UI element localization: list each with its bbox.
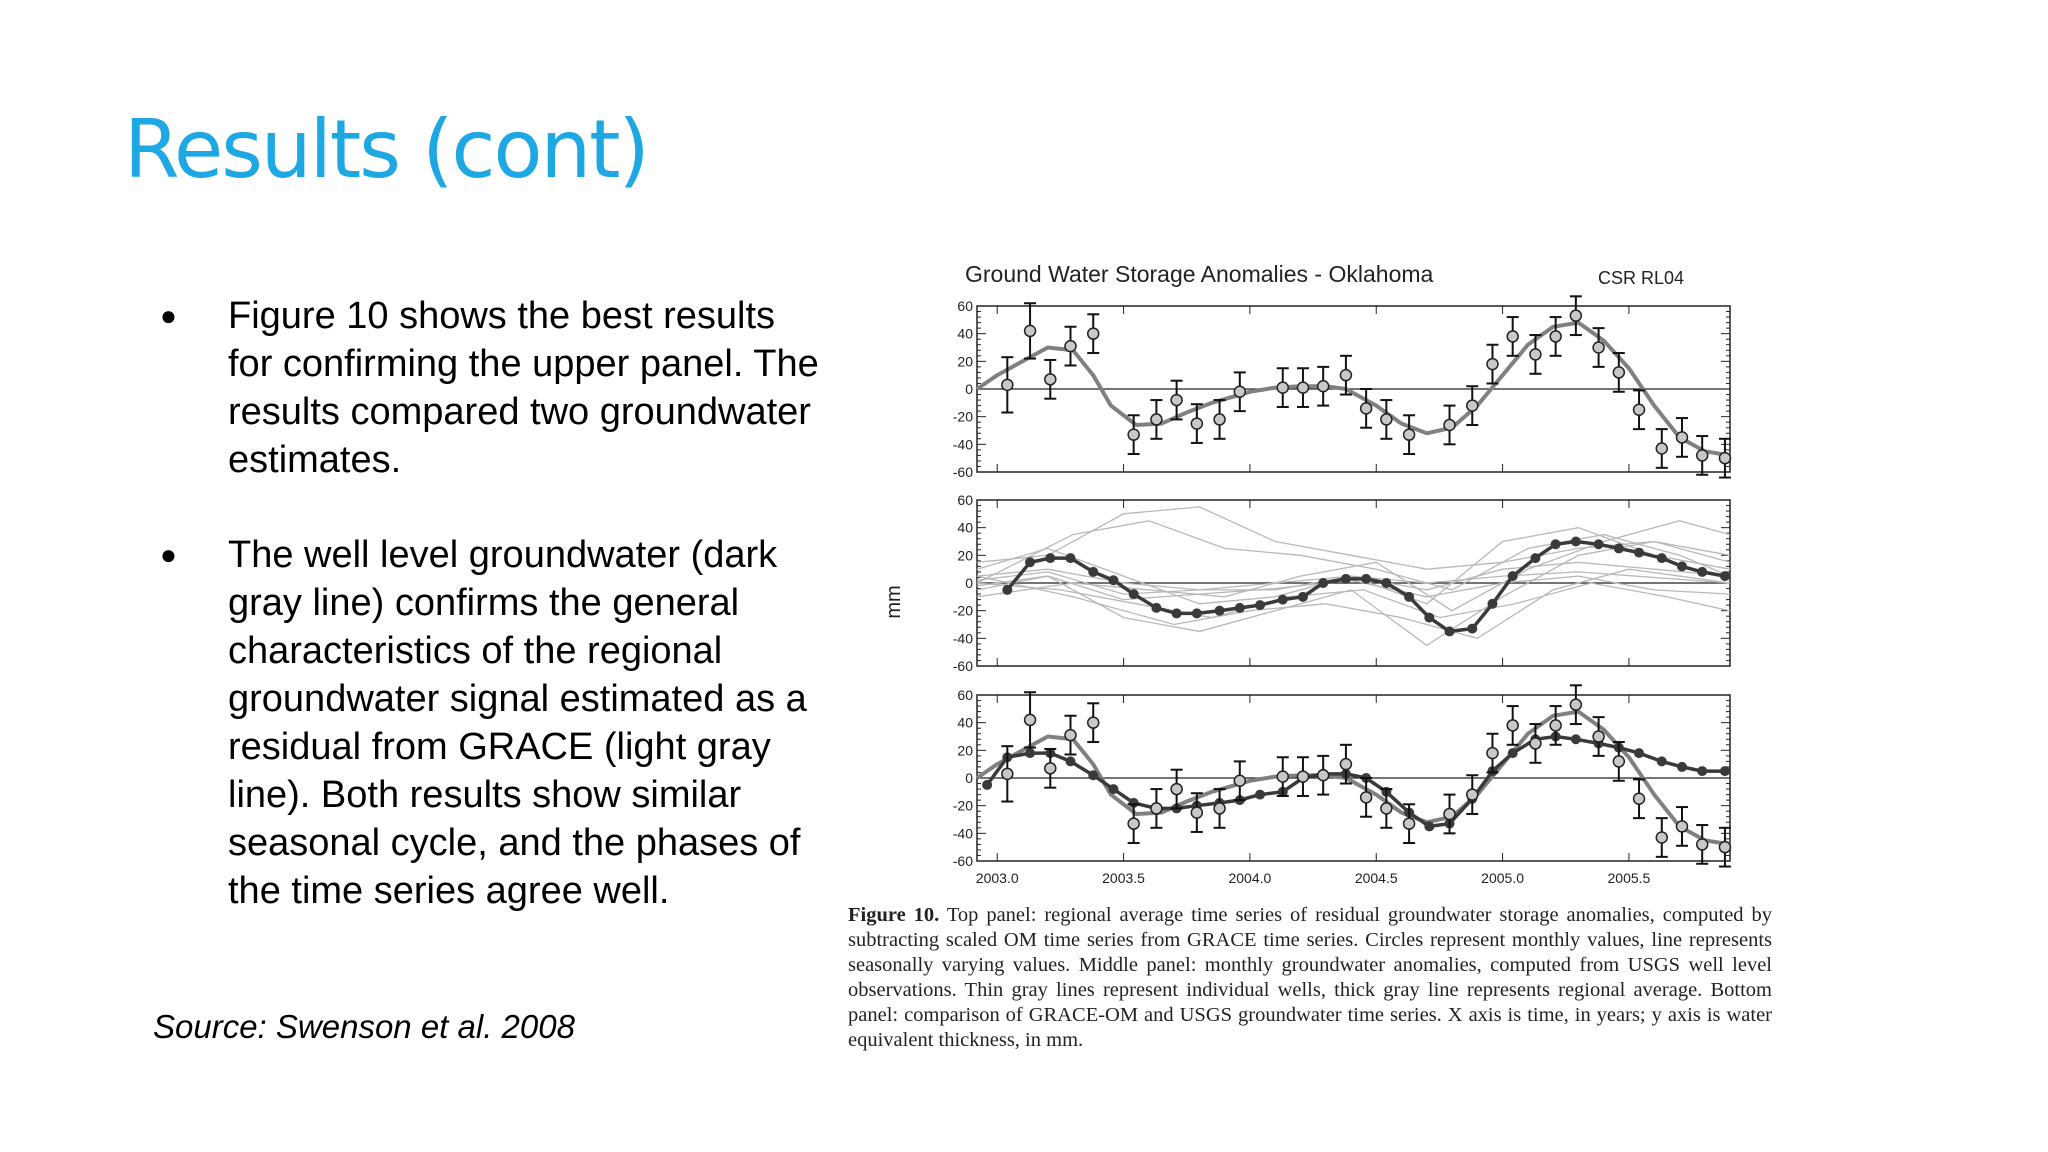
wells-point bbox=[1045, 553, 1055, 563]
well-line bbox=[977, 583, 1730, 618]
wells-point bbox=[1215, 606, 1225, 616]
grace-point bbox=[1318, 381, 1329, 392]
grace-point bbox=[1656, 443, 1667, 454]
grace-point bbox=[1719, 842, 1730, 853]
wells-point bbox=[1657, 756, 1667, 766]
wells-point bbox=[1341, 574, 1351, 584]
y-tick-label: 0 bbox=[965, 575, 973, 591]
figure-caption bbox=[848, 903, 1772, 1053]
y-axis-label: mm bbox=[883, 585, 905, 619]
grace-point bbox=[1214, 803, 1225, 814]
grace-point bbox=[1467, 789, 1478, 800]
y-tick-label: 20 bbox=[957, 742, 973, 759]
y-tick-label: 40 bbox=[957, 519, 973, 536]
grace-point bbox=[1570, 310, 1581, 321]
grace-point bbox=[1234, 386, 1245, 397]
wells-point bbox=[1108, 575, 1118, 585]
bullet-item bbox=[160, 292, 820, 484]
grace-point bbox=[1676, 432, 1687, 443]
x-tick-label: 2004.5 bbox=[1354, 870, 1398, 886]
grace-point bbox=[1361, 403, 1372, 414]
wells-point bbox=[1677, 561, 1687, 571]
wells-point bbox=[1255, 600, 1265, 610]
grace-point bbox=[1065, 730, 1076, 741]
bullet-item bbox=[160, 531, 820, 915]
grace-point bbox=[1507, 331, 1518, 342]
wells-point bbox=[1508, 748, 1518, 758]
grace-point bbox=[1550, 331, 1561, 342]
wells-point bbox=[1278, 595, 1288, 605]
y-tick-label: 20 bbox=[957, 353, 973, 370]
y-tick-label: 60 bbox=[957, 298, 973, 314]
grace-point bbox=[1088, 717, 1099, 728]
grace-point bbox=[1719, 453, 1730, 464]
wells-point bbox=[1424, 821, 1434, 831]
x-axis-ticks bbox=[976, 870, 1651, 886]
wells-point bbox=[1318, 578, 1328, 588]
grace-point bbox=[1530, 349, 1541, 360]
grace-point bbox=[1025, 325, 1036, 336]
grace-point bbox=[1467, 400, 1478, 411]
figure-chart bbox=[840, 250, 1760, 950]
wells-point bbox=[1172, 608, 1182, 618]
panel-top bbox=[953, 296, 1731, 480]
grace-point bbox=[1656, 832, 1667, 843]
wells-point bbox=[1594, 539, 1604, 549]
y-tick-label: 0 bbox=[965, 381, 973, 397]
grace-point bbox=[1340, 759, 1351, 770]
wells-point bbox=[1002, 585, 1012, 595]
wells-point bbox=[1571, 734, 1581, 744]
grace-point bbox=[1634, 793, 1645, 804]
grace-point bbox=[1088, 328, 1099, 339]
wells-point bbox=[1108, 784, 1118, 794]
x-tick-label: 2004.0 bbox=[1228, 870, 1272, 886]
grace-point bbox=[1045, 763, 1056, 774]
grace-point bbox=[1487, 748, 1498, 759]
grace-point bbox=[1676, 821, 1687, 832]
grace-point bbox=[1487, 359, 1498, 370]
y-tick-label: -40 bbox=[952, 630, 973, 647]
grace-point bbox=[1002, 768, 1013, 779]
y-tick-label: 20 bbox=[957, 547, 973, 564]
grace-point bbox=[1404, 429, 1415, 440]
caption-label: Figure 10. bbox=[848, 904, 940, 926]
wells-point bbox=[1404, 592, 1414, 602]
bullet-list bbox=[160, 292, 820, 915]
y-tick-label: 0 bbox=[965, 770, 973, 786]
grace-point bbox=[1151, 414, 1162, 425]
wells-point bbox=[1192, 608, 1202, 618]
grace-point bbox=[1128, 429, 1139, 440]
grace-point bbox=[1171, 784, 1182, 795]
grace-point bbox=[1297, 382, 1308, 393]
grace-point bbox=[1214, 414, 1225, 425]
y-tick-label: 40 bbox=[957, 325, 973, 342]
well-line bbox=[977, 542, 1730, 646]
grace-point bbox=[1128, 818, 1139, 829]
wells-point bbox=[1571, 537, 1581, 547]
y-tick-label: -20 bbox=[952, 408, 973, 425]
x-tick-label: 2005.5 bbox=[1607, 870, 1651, 886]
wells-point bbox=[1720, 766, 1730, 776]
grace-point bbox=[1318, 770, 1329, 781]
grace-point bbox=[1361, 792, 1372, 803]
wells-point bbox=[1424, 613, 1434, 623]
grace-point bbox=[1530, 738, 1541, 749]
caption-text: Top panel: regional average time series of residual groundwater storage anomalies, computed by subtracting scaled OM time series from GRACE time series. Circles represent monthly values, line represents seasonally varying values. Middle panel: monthly groundwater anomalies, computed from USGS well level observations. Thin gray lines represent individual wells, thick gray line represents regional average. Bottom panel: comparison of GRACE-OM and USGS groundwater time series. X axis is time, in years; y axis is water equivalent thickness, in mm. bbox=[848, 904, 1772, 1051]
grace-point bbox=[1593, 731, 1604, 742]
y-tick-label: -40 bbox=[952, 825, 973, 842]
wells-point bbox=[1530, 553, 1540, 563]
grace-point bbox=[1065, 341, 1076, 352]
grace-point bbox=[1404, 818, 1415, 829]
wells-point bbox=[1508, 571, 1518, 581]
grace-point bbox=[1297, 771, 1308, 782]
grace-point bbox=[1002, 379, 1013, 390]
grace-point bbox=[1277, 382, 1288, 393]
grace-point bbox=[1277, 771, 1288, 782]
grace-point bbox=[1151, 803, 1162, 814]
y-tick-label: 40 bbox=[957, 714, 973, 731]
grace-point bbox=[1613, 367, 1624, 378]
grace-point bbox=[1613, 756, 1624, 767]
x-tick-label: 2003.5 bbox=[1102, 870, 1145, 886]
grace-point bbox=[1550, 720, 1561, 731]
wells-point bbox=[1634, 748, 1644, 758]
wells-point bbox=[1614, 543, 1624, 553]
wells-point bbox=[1445, 626, 1455, 636]
wells-point bbox=[1065, 553, 1075, 563]
wells-point bbox=[1467, 624, 1477, 634]
grace-point bbox=[1025, 714, 1036, 725]
grace-point bbox=[1340, 370, 1351, 381]
grace-point bbox=[1171, 395, 1182, 406]
y-tick-label: -40 bbox=[952, 436, 973, 453]
y-tick-label: 60 bbox=[957, 687, 973, 703]
bullet-text: Figure 10 shows the best results for confirming the upper panel. The results compared two groundwater estimates. bbox=[228, 295, 819, 481]
source-citation: Source: Swenson et al. 2008 bbox=[153, 1008, 575, 1045]
wells-point bbox=[1025, 557, 1035, 567]
y-tick-label: 60 bbox=[957, 492, 973, 508]
grace-point bbox=[1234, 775, 1245, 786]
grace-point bbox=[1593, 342, 1604, 353]
wells-point bbox=[1697, 766, 1707, 776]
wells-point bbox=[1634, 548, 1644, 558]
wells-point bbox=[1088, 567, 1098, 577]
panel-bottom bbox=[953, 685, 1731, 869]
grace-point bbox=[1570, 699, 1581, 710]
wells-point bbox=[982, 780, 992, 790]
wells-point bbox=[1361, 574, 1371, 584]
wells-point bbox=[1235, 603, 1245, 613]
grace-point bbox=[1697, 839, 1708, 850]
grace-point bbox=[1697, 450, 1708, 461]
wells-point bbox=[1255, 790, 1265, 800]
x-tick-label: 2005.0 bbox=[1481, 870, 1524, 886]
slide-title: Results (cont) bbox=[124, 103, 648, 196]
grace-point bbox=[1191, 807, 1202, 818]
wells-point bbox=[1657, 553, 1667, 563]
y-tick-label: -20 bbox=[952, 797, 973, 814]
grace-point bbox=[1444, 808, 1455, 819]
grace-point bbox=[1191, 418, 1202, 429]
bullet-dot-icon: ● bbox=[160, 539, 177, 570]
bullet-dot-icon: ● bbox=[160, 300, 177, 331]
wells-point bbox=[1025, 748, 1035, 758]
grace-point bbox=[1634, 404, 1645, 415]
y-tick-label: -60 bbox=[952, 464, 973, 480]
wells-point bbox=[1298, 592, 1308, 602]
wells-point bbox=[1677, 762, 1687, 772]
wells-point bbox=[1151, 603, 1161, 613]
wells-point bbox=[1065, 756, 1075, 766]
grace-point bbox=[1045, 374, 1056, 385]
grace-point bbox=[1381, 803, 1392, 814]
wells-point bbox=[1697, 567, 1707, 577]
y-tick-label: -60 bbox=[952, 658, 973, 674]
chart-title: Ground Water Storage Anomalies - Oklahoma bbox=[965, 261, 1434, 287]
chart-subtitle: CSR RL04 bbox=[1598, 268, 1685, 288]
bullet-text: The well level groundwater (dark gray line) confirms the general characteristics of the regional groundwater signal estimated as a residual from GRACE (light gray line). Both results show similar seasonal cycle, and the phases of the time series agree well. bbox=[228, 534, 807, 912]
wells-point bbox=[1720, 571, 1730, 581]
y-tick-label: -60 bbox=[952, 853, 973, 869]
x-tick-label: 2003.0 bbox=[975, 870, 1019, 886]
wells-point bbox=[1088, 770, 1098, 780]
panel-middle bbox=[953, 492, 1730, 674]
y-tick-label: -20 bbox=[952, 602, 973, 619]
grace-point bbox=[1507, 720, 1518, 731]
grace-point bbox=[1381, 414, 1392, 425]
wells-point bbox=[1551, 539, 1561, 549]
wells-point bbox=[1381, 578, 1391, 588]
wells-point bbox=[1487, 599, 1497, 609]
wells-point bbox=[1129, 589, 1139, 599]
grace-point bbox=[1444, 419, 1455, 430]
